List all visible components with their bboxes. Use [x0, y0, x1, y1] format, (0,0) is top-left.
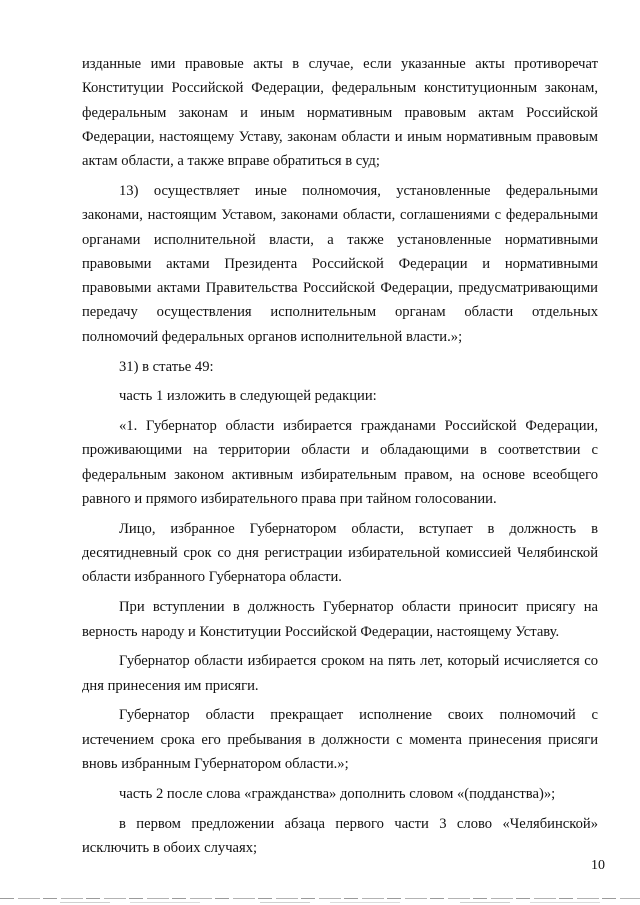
- scan-edge-line-secondary: [0, 902, 640, 903]
- paragraph-item-13: 13) осуществляет иные полномочия, установленные федеральными законами, настоящим Уставом, законами области, соглашениями с федеральными органами исполнительной власти, а также установленные нормативными правовыми актами Президента Российской Федерации и нормативными правовыми актами Правительства Российской Федерации, предусматривающими передачу осуществления исполнительным органам области отдельных полномочий федеральных органов исполнительной власти.»;: [82, 182, 598, 345]
- paragraph-part-1-intro: часть 1 изложить в следующей редакции:: [119, 388, 377, 405]
- paragraph-part-2: часть 2 после слова «гражданства» дополнить словом «(подданства)»;: [119, 785, 556, 802]
- paragraph-part-3: в первом предложении абзаца первого части 3 слово «Челябинской» исключить в обоих случаях;: [82, 815, 598, 856]
- paragraph-term-length: Губернатор области избирается сроком на пять лет, который исчисляется со дня принесения им присяги.: [82, 653, 598, 694]
- page-number: 10: [591, 858, 605, 873]
- paragraph-term-end: Губернатор области прекращает исполнение своих полномочий с истечением срока его пребывания в должности с момента принесения присяги вновь избранным Губернатором области.»;: [82, 707, 598, 773]
- paragraph-part-1-text: «1. Губернатор области избирается гражданами Российской Федерации, проживающими на территории области и обладающими в соответствии с федеральным законом активным избирательным правом, на основе всеобщего равного и прямого избирательного права при тайном голосовании.: [82, 418, 598, 508]
- paragraph-oath: При вступлении в должность Губернатор области приносит присягу на верность народу и Конституции Российской Федерации, настоящему Уставу.: [82, 599, 598, 640]
- scan-edge-line: [0, 898, 640, 899]
- document-body: [82, 52, 598, 866]
- paragraph-continuation: изданные ими правовые акты в случае, если указанные акты противоречат Конституции Российской Федерации, федеральным конституционным законам, федеральным законам и иным нормативным правовым актам Российской Федерации, настоящему Уставу, законам области и иным нормативным правовым актам области, а также вправе обратиться в суд;: [82, 56, 598, 170]
- paragraph-item-31: 31) в статье 49:: [119, 358, 214, 375]
- paragraph-inauguration-term: Лицо, избранное Губернатором области, вступает в должность в десятидневный срок со дня регистрации избирательной комиссией Челябинской области избранного Губернатора области.: [82, 520, 598, 586]
